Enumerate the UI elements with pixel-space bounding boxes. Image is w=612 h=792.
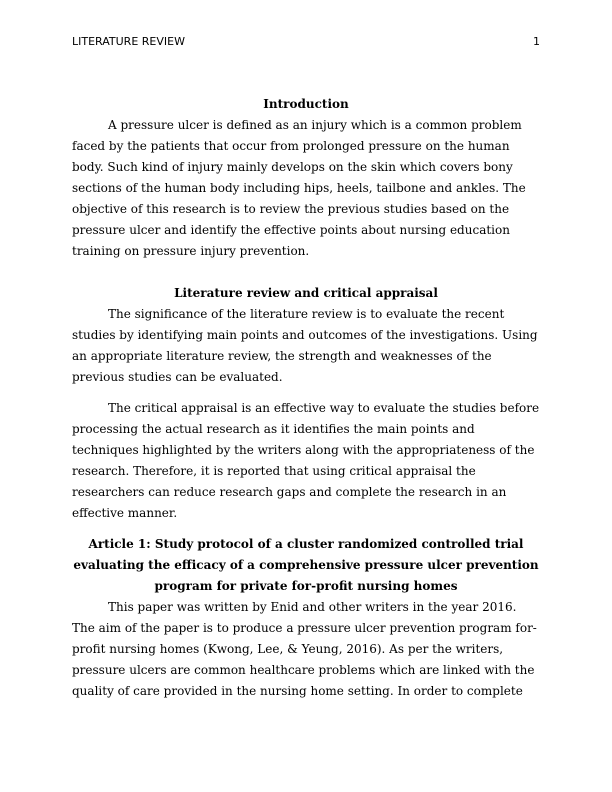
page-number: 1: [533, 35, 540, 48]
text-line: body. Such kind of injury mainly develops on the skin which covers bony: [72, 160, 513, 174]
paragraph-spacer: [72, 388, 540, 398]
heading-line: evaluating the efficacy of a comprehensive pressure ulcer prevention: [73, 558, 539, 572]
text-line: A pressure ulcer is defined as an injury which is a common problem: [108, 118, 522, 132]
document-body: [72, 94, 540, 702]
literature-review-paragraph-2: [72, 398, 540, 524]
text-line: research. Therefore, it is reported that using critical appraisal the: [72, 464, 476, 478]
text-line: The critical appraisal is an effective way to evaluate the studies before: [108, 401, 540, 415]
text-line: techniques highlighted by the writers along with the appropriateness of the: [72, 443, 535, 457]
text-line: pressure ulcers are common healthcare problems which are linked with the: [72, 663, 535, 677]
text-line: training on pressure injury prevention.: [72, 244, 310, 258]
text-line: effective manner.: [72, 506, 178, 520]
text-line: This paper was written by Enid and other writers in the year 2016.: [108, 600, 517, 614]
text-line: an appropriate literature review, the strength and weaknesses of the: [72, 349, 492, 363]
article-1-heading: [72, 534, 540, 597]
text-line: previous studies can be evaluated.: [72, 370, 283, 384]
text-line: objective of this research is to review the previous studies based on the: [72, 202, 510, 216]
text-line: studies by identifying main points and outcomes of the investigations. Using: [72, 328, 538, 342]
literature-review-heading: Literature review and critical appraisal: [174, 286, 438, 300]
text-line: processing the actual research as it identifies the main points and: [72, 422, 475, 436]
text-line: researchers can reduce research gaps and complete the research in an: [72, 485, 507, 499]
text-line: pressure ulcer and identify the effective points about nursing education: [72, 223, 510, 237]
page-header: [72, 34, 540, 50]
text-line: The aim of the paper is to produce a pressure ulcer prevention program for-: [72, 621, 537, 635]
introduction-heading: Introduction: [263, 97, 349, 111]
introduction-paragraph: [72, 115, 540, 262]
text-line: sections of the human body including hips, heels, tailbone and ankles. The: [72, 181, 526, 195]
running-title: LITERATURE REVIEW: [72, 35, 185, 48]
heading-line: program for private for-profit nursing homes: [154, 579, 458, 593]
text-line: quality of care provided in the nursing home setting. In order to complete: [72, 684, 523, 698]
article-1-paragraph: [72, 597, 540, 702]
section-spacer: [72, 524, 540, 534]
text-line: faced by the patients that occur from prolonged pressure on the human: [72, 139, 510, 153]
heading-line: Article 1: Study protocol of a cluster randomized controlled trial: [88, 537, 524, 551]
literature-review-section: [72, 283, 540, 524]
text-line: profit nursing homes (Kwong, Lee, & Yeung, 2016). As per the writers,: [72, 642, 504, 656]
introduction-section: [72, 94, 540, 262]
section-spacer: [72, 262, 540, 283]
article-1-section: [72, 534, 540, 702]
literature-review-paragraph-1: [72, 304, 540, 388]
text-line: The significance of the literature review is to evaluate the recent: [108, 307, 505, 321]
